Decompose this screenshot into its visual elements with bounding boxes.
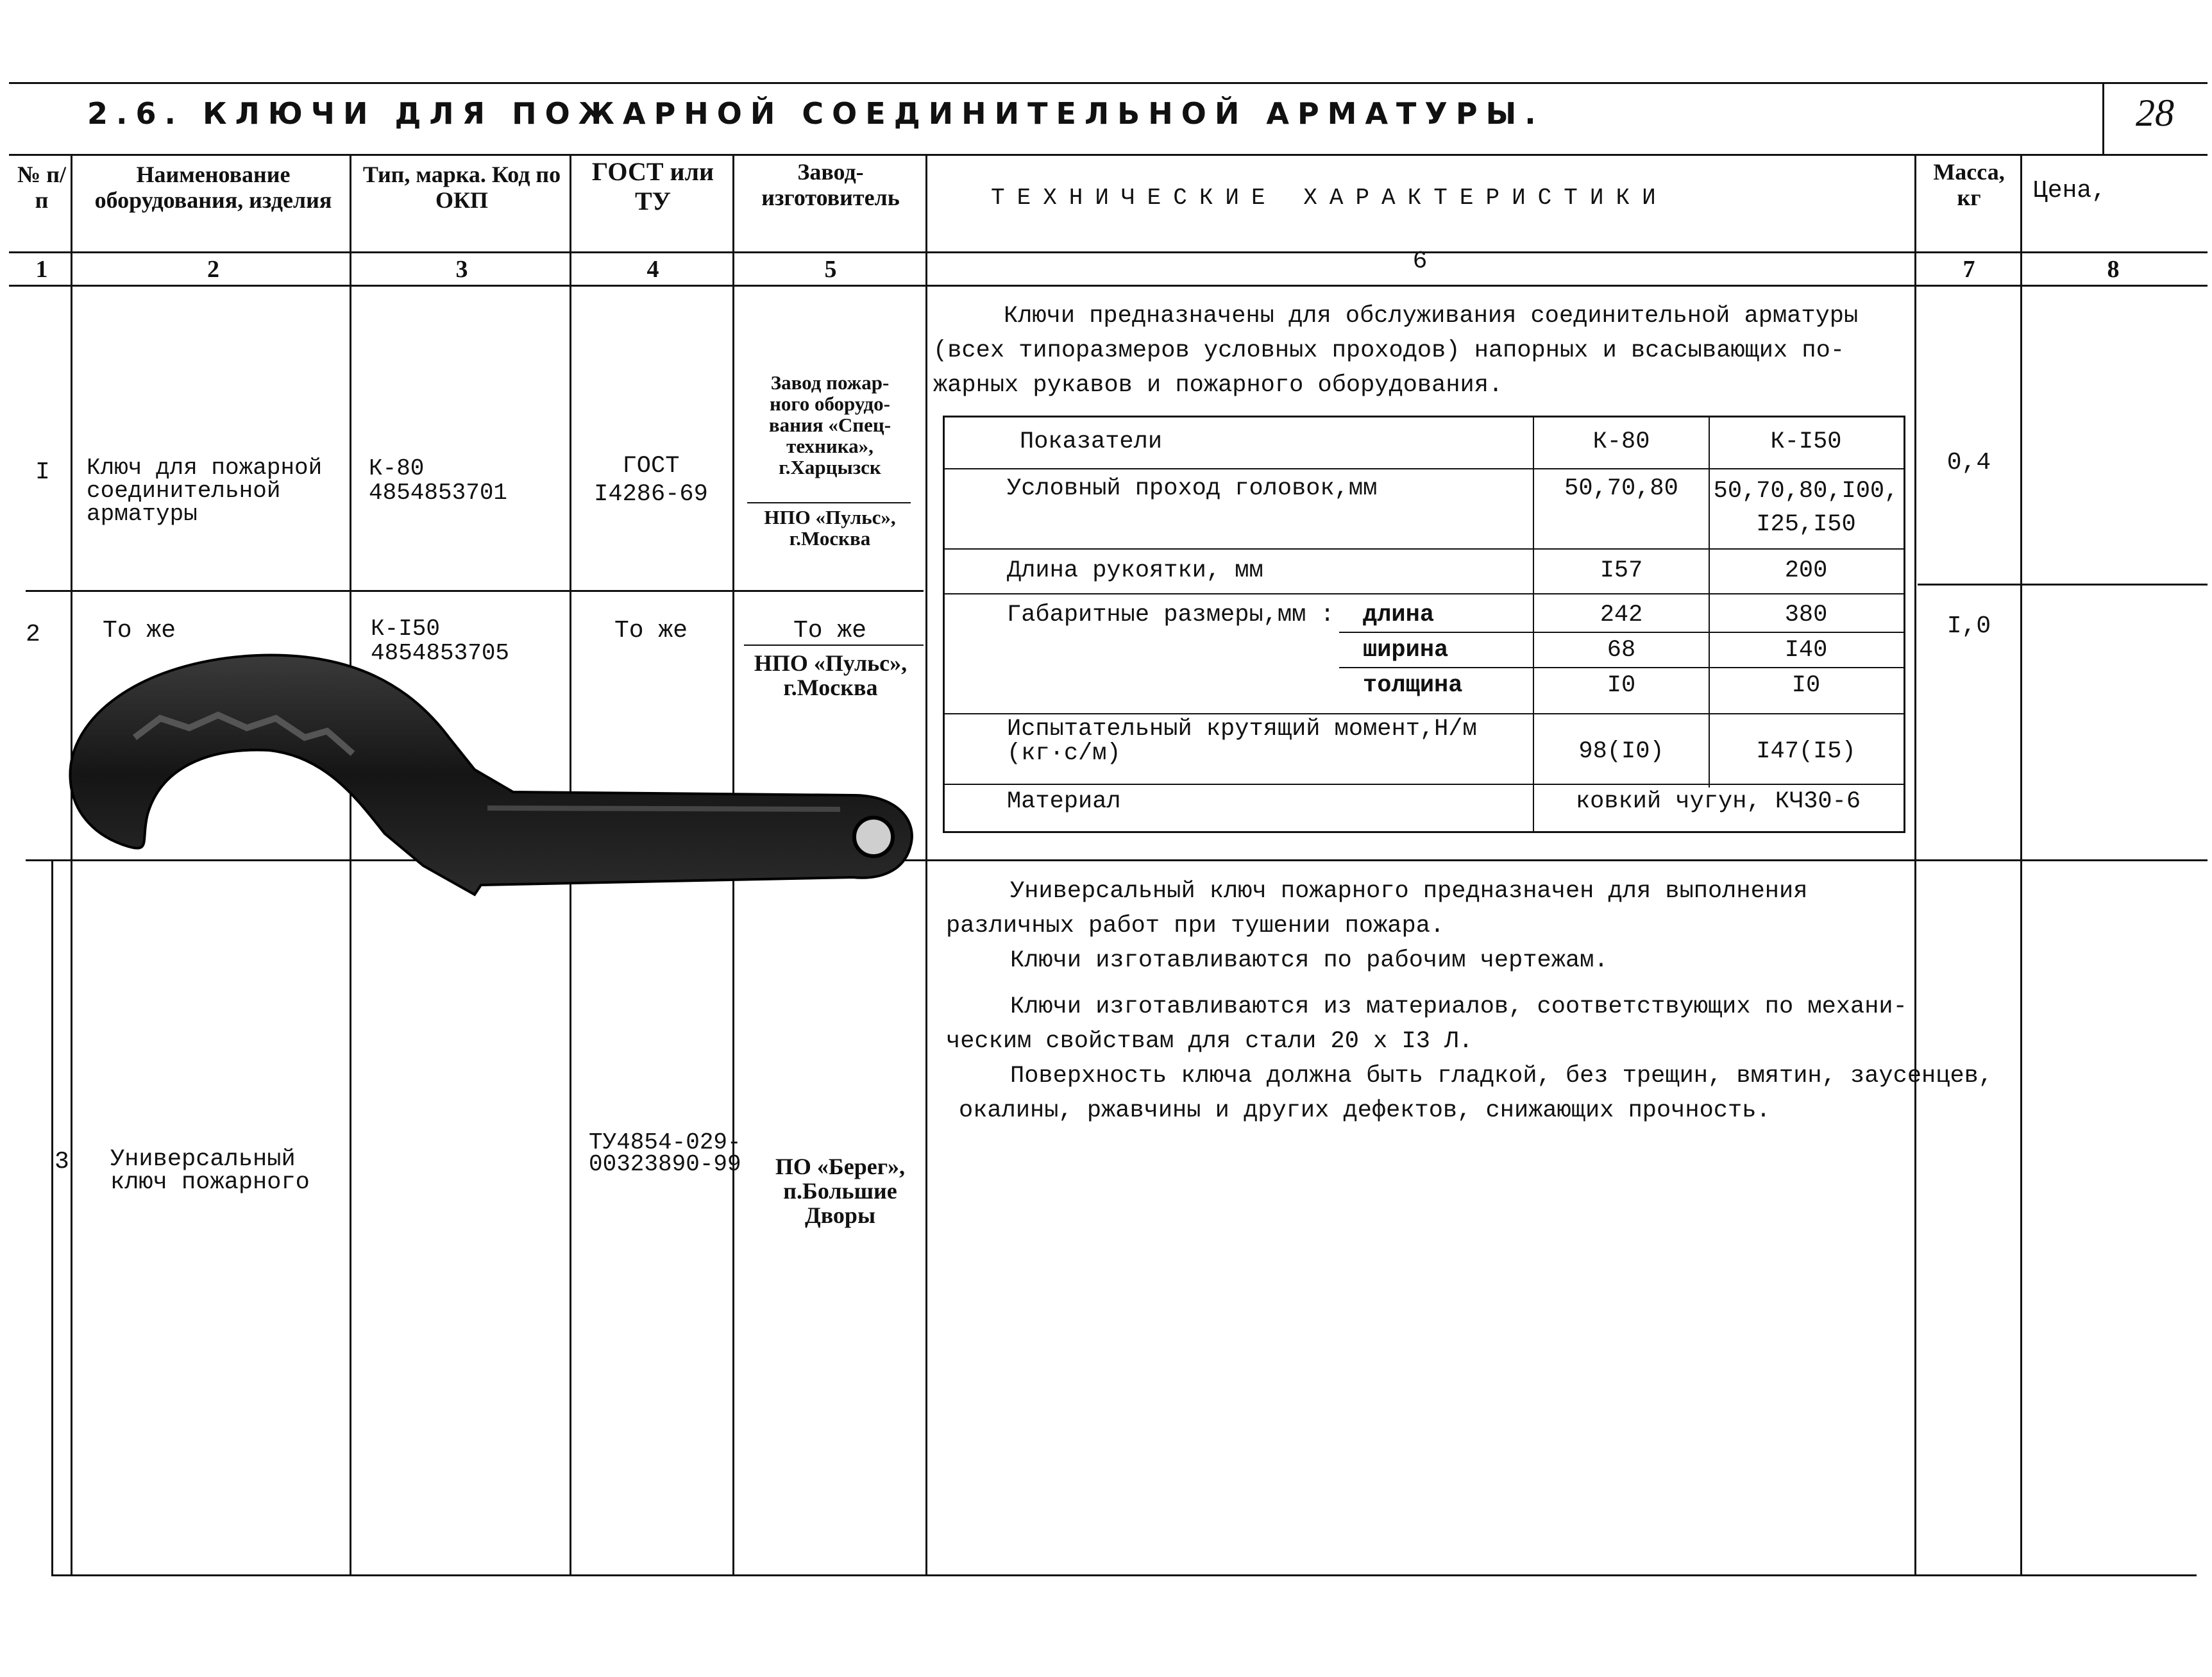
tech-intro-line: Ключи предназначены для обслуживания соединительной арматуры <box>1004 303 1859 330</box>
tech-universal-line: Ключи изготавливаются из материалов, соответствующих по механи- <box>1010 993 1907 1020</box>
spec-head-k150: К-I50 <box>1770 428 1842 455</box>
row1-type <box>369 457 507 505</box>
tech-universal-line: Универсальный ключ пожарного предназначен для выполнения <box>1010 878 1808 905</box>
spec-dim-length-k80: 242 <box>1600 602 1643 628</box>
top-rule <box>9 82 2208 84</box>
row2-gost: То же <box>614 617 688 645</box>
colnum-6: 6 <box>1412 248 1428 275</box>
tech-intro-line: (всех типоразмеров условных проходов) напорных и всасывающих по- <box>933 337 1845 364</box>
row3-mfr-line: ПО «Берег», <box>775 1154 906 1179</box>
header-top-rule <box>9 154 2208 156</box>
colnum-1: 1 <box>35 256 48 283</box>
spec-dims-label: Габаритные размеры,мм : <box>1007 602 1335 628</box>
row1-name-line: Ключ для пожарной <box>87 455 323 481</box>
spec-dim-length-k150: 380 <box>1784 602 1828 628</box>
spec-rule-head <box>943 468 1904 469</box>
spec-passage-label: Условный проход головок,мм <box>1007 475 1378 502</box>
row3-gost <box>589 1129 741 1177</box>
spec-head-label: Показатели <box>1020 428 1163 455</box>
spec-torque-k150: I47(I5) <box>1756 738 1856 765</box>
row1-gost <box>574 452 728 509</box>
header-col-6: ТЕХНИЧЕСКИЕ ХАРАКТЕРИСТИКИ <box>991 185 1668 211</box>
row2-mfr2-line: г.Москва <box>783 675 878 700</box>
row1-mfr-line: техника», <box>786 435 874 457</box>
spec-dim-name-thickness: толщина <box>1363 672 1463 699</box>
spec-rule-passage <box>943 548 1904 550</box>
spec-dim-thickness-k80: I0 <box>1607 672 1636 699</box>
header-col-4: ГОСТ или ТУ <box>591 157 714 215</box>
row1-name <box>87 457 322 526</box>
tech-universal-line: окалины, ржавчины и других дефектов, снижающих прочность. <box>959 1097 1771 1124</box>
row2-manufacturer-1: То же <box>793 617 867 645</box>
spec-handle-k80: I57 <box>1600 557 1643 584</box>
page-number: 28 <box>2136 92 2174 134</box>
spec-dim-thickness-k150: I0 <box>1791 672 1821 699</box>
row2-type-line: К-I50 <box>371 616 441 642</box>
tech-universal-line: Поверхность ключа должна быть гладкой, без трещин, вмятин, заусенцев, <box>1010 1063 1993 1090</box>
col-divider-7 <box>2020 154 2022 1576</box>
spec-dim-name-length: длина <box>1363 602 1435 628</box>
section-title: 2.6. КЛЮЧИ ДЛЯ ПОЖАРНОЙ СОЕДИНИТЕЛЬНОЙ АРМАТУРЫ. <box>87 96 1544 131</box>
colnum-3: 3 <box>455 256 468 283</box>
row2-type-line: 4854853705 <box>371 640 510 666</box>
row3-gost-line: ТУ4854-029- <box>589 1129 741 1156</box>
row2-mass: I,0 <box>1946 612 1991 640</box>
spec-material-label: Материал <box>1007 788 1121 815</box>
spec-torque-label-line: Испытательный крутящий момент,Н/м <box>1007 716 1477 743</box>
colnum-8: 8 <box>2107 256 2120 283</box>
row1-number: I <box>35 459 50 486</box>
colnum-7: 7 <box>1963 256 1975 283</box>
tech-intro <box>933 299 1908 403</box>
spec-head-k80: К-80 <box>1592 428 1650 455</box>
row3-number: 3 <box>55 1148 69 1176</box>
header-col-8: Цена, <box>2033 177 2107 205</box>
row1-mfr2-line: НПО «Пульс», <box>764 506 896 528</box>
tech-universal-line: Ключи изготавливаются по рабочим чертежам. <box>1010 947 1608 974</box>
row1-bottom-rule-right <box>1918 584 2208 586</box>
spec-dim-name-width: ширина <box>1363 637 1449 664</box>
spec-dim-width-k150: I40 <box>1784 637 1828 664</box>
tech-universal <box>946 874 2004 1128</box>
row1-bottom-rule-left <box>26 590 924 592</box>
colnum-5: 5 <box>824 256 837 283</box>
tech-universal-line: ческим свойствам для стали 20 х I3 Л. <box>946 1028 1473 1055</box>
row1-mfr-separator <box>747 502 911 503</box>
row1-mfr-line: г.Харцызск <box>779 456 881 478</box>
row3-name <box>110 1148 310 1194</box>
row1-type-line: К-80 <box>369 455 425 482</box>
colnum-bottom-rule <box>9 285 2208 287</box>
tech-intro-line: жарных рукавов и пожарного оборудования. <box>933 372 1503 399</box>
row1-manufacturer-1 <box>736 372 924 478</box>
row3-manufacturer <box>744 1154 936 1227</box>
row1-mfr-line: Завод пожар- <box>770 371 890 394</box>
row1-gost-line: I4286-69 <box>594 481 708 508</box>
table-left-edge <box>51 859 53 1576</box>
spec-dim-width-k80: 68 <box>1607 637 1636 664</box>
row1-mass: 0,4 <box>1946 449 1991 476</box>
tech-universal-line: различных работ при тушении пожара. <box>946 913 1445 940</box>
wrench-photo <box>51 641 936 911</box>
col-divider-6 <box>1914 154 1916 1576</box>
spec-rule-dims <box>943 713 1904 714</box>
spec-rule-dim-2 <box>1339 667 1904 668</box>
row2-number: 2 <box>26 621 40 648</box>
spec-passage-k80: 50,70,80 <box>1564 475 1678 502</box>
header-col-7: Масса, кг <box>1933 159 2005 210</box>
row3-mfr-line: Дворы <box>804 1202 876 1228</box>
row1-mfr-line: вания «Спец- <box>768 414 891 436</box>
spec-passage-k150-line: 50,70,80,I00, <box>1713 478 1899 505</box>
row2-name: То же <box>103 617 176 645</box>
spec-torque-label-line: (кг·с/м) <box>1007 740 1121 767</box>
row1-mfr2-line: г.Москва <box>789 527 871 550</box>
row1-name-line: арматуры <box>87 501 198 527</box>
row1-gost-line: ГОСТ <box>622 453 680 480</box>
row1-type-line: 4854853701 <box>369 480 508 506</box>
spec-rule-dim-1 <box>1339 632 1904 633</box>
spec-handle-label: Длина рукоятки, мм <box>1007 557 1263 584</box>
row2-mfr2-line: НПО «Пульс», <box>754 650 908 676</box>
header-col-1: № п/п <box>17 162 66 213</box>
row1-manufacturer-2 <box>736 507 924 549</box>
spec-rule-handle <box>943 593 1904 594</box>
spec-passage-k150-line: I25,I50 <box>1756 511 1856 538</box>
colnum-4: 4 <box>646 256 659 283</box>
table-bottom-rule <box>51 1574 2197 1576</box>
spec-passage-k150 <box>1710 475 1902 541</box>
spec-material-value: ковкий чугун, КЧ30-6 <box>1575 788 1861 815</box>
spec-rule-torque <box>943 784 1904 785</box>
spec-torque-k80: 98(I0) <box>1578 738 1664 765</box>
row3-name-line: Универсальный <box>110 1146 296 1173</box>
colnum-2: 2 <box>207 256 219 283</box>
row3-name-line: ключ пожарного <box>110 1169 310 1196</box>
row1-name-line: соединительной <box>87 478 281 504</box>
header-col-2: Наименование оборудования, изделия <box>94 162 332 213</box>
row3-gost-line: 00323890-99 <box>589 1151 741 1177</box>
header-col-5: Завод-изготовитель <box>761 159 900 210</box>
spec-torque-label <box>1007 717 1477 766</box>
spec-handle-k150: 200 <box>1784 557 1828 584</box>
row3-mfr-line: п.Большие <box>783 1178 897 1204</box>
row1-mfr-line: ного оборудо- <box>770 392 890 415</box>
page-number-divider <box>2102 82 2104 156</box>
header-col-3: Тип, марка. Код по ОКП <box>362 162 561 213</box>
